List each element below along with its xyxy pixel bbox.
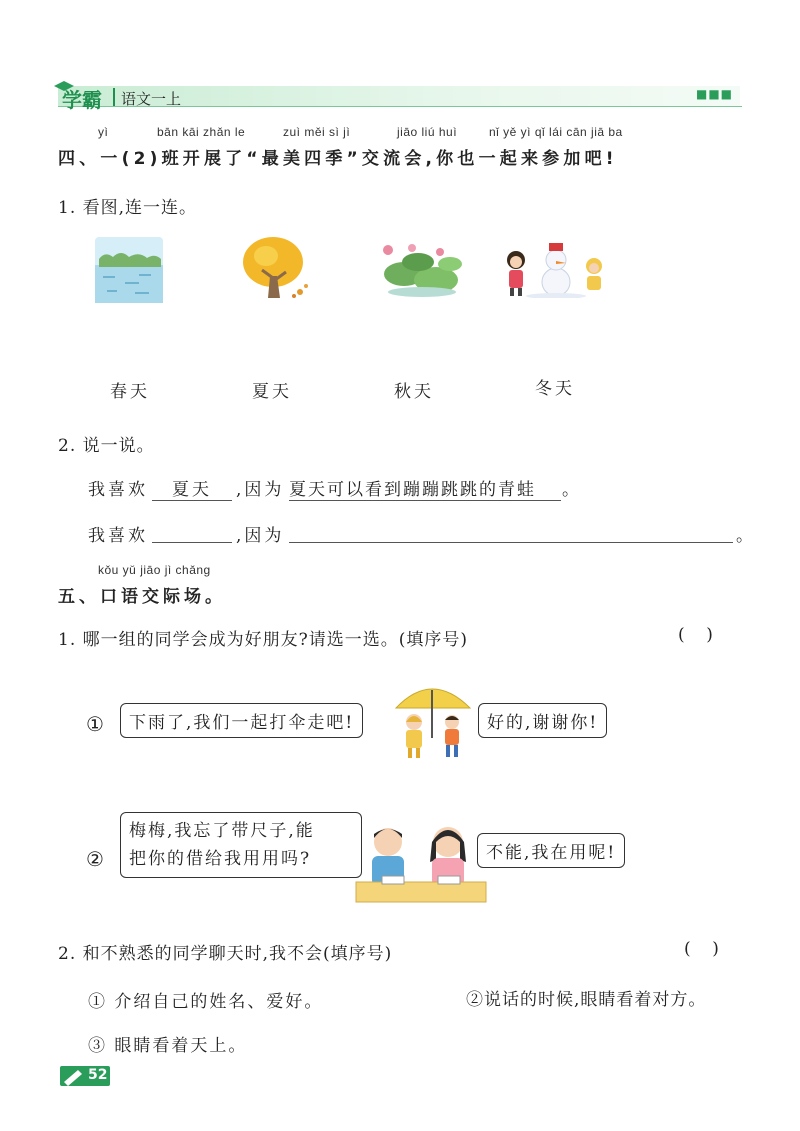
option1-left-bubble: 下雨了,我们一起打伞走吧!	[120, 703, 363, 738]
example-blank: 夏天	[152, 475, 232, 501]
season-spring: 春天	[110, 382, 150, 402]
option2-illustration	[352, 812, 490, 908]
option2-left-line2: 把你的借给我用用吗?	[129, 849, 312, 869]
picture-lake-scene	[95, 237, 163, 303]
header-separator	[113, 88, 115, 106]
brand-title: 学霸	[62, 88, 102, 112]
option1-number: ①	[86, 712, 104, 736]
q2-label: 2. 说一说。	[58, 436, 155, 456]
example-reason: 夏天可以看到蹦蹦跳跳的青蛙	[289, 475, 561, 501]
prompt-reason-blank[interactable]	[289, 521, 733, 543]
prompt-prefix: 我喜欢	[88, 526, 148, 546]
picture-snowman-scene	[500, 238, 608, 298]
prompt-middle: ,因为	[236, 526, 285, 546]
section4-title: 四、一(2)班开展了“最美四季”交流会,你也一起来参加吧!	[58, 149, 618, 169]
s5-q1-label: 1. 哪一组的同学会成为好朋友?请选一选。(填序号)	[58, 630, 469, 650]
s5-q1-answer-paren[interactable]: ( )	[678, 625, 713, 645]
example-prefix: 我喜欢	[88, 480, 148, 500]
option2-left-line1: 梅梅,我忘了带尺子,能	[129, 821, 315, 841]
pinyin-zui-mei-si-ji: zuì měi sì jì	[283, 125, 351, 139]
s5-q2-label: 2. 和不熟悉的同学聊天时,我不会(填序号)	[58, 944, 393, 964]
option1-right-bubble: 好的,谢谢你!	[478, 703, 607, 738]
season-autumn: 秋天	[394, 382, 434, 402]
picture-lotus-pond	[378, 240, 464, 298]
option2-right-bubble: 不能,我在用呢!	[477, 833, 625, 868]
option2-number: ②	[86, 847, 104, 871]
season-summer: 夏天	[252, 382, 292, 402]
q1-label: 1. 看图,连一连。	[58, 198, 198, 218]
s5-q2-option2: ②说话的时候,眼睛看着对方。	[466, 990, 707, 1010]
pinyin-jiao-liu-hui: jiāo liú huì	[397, 125, 458, 139]
pinyin-ni-ye-yi-qi: nǐ yě yì qǐ lái cān jiā ba	[489, 125, 623, 139]
section5-pinyin: kǒu yǔ jiāo jì chǎng	[98, 563, 211, 577]
pinyin-ban-kai-zhan-le: bān kāi zhǎn le	[157, 125, 246, 139]
season-winter: 冬天	[535, 379, 575, 399]
pencil-icon	[60, 1066, 86, 1086]
prompt-end: 。	[736, 526, 753, 546]
page-number: 52	[88, 1067, 108, 1083]
s5-q2-option1: ① 介绍自己的姓名、爱好。	[88, 992, 324, 1012]
pinyin-yi: yì	[98, 125, 109, 139]
s5-q2-answer-paren[interactable]: ( )	[684, 939, 719, 959]
option2-left-bubble	[120, 812, 362, 878]
prompt-season-blank[interactable]	[152, 521, 232, 543]
s5-q2-option3: ③ 眼睛看着天上。	[88, 1036, 248, 1056]
section5-title: 五、口语交际场。	[58, 587, 226, 607]
example-middle: ,因为	[236, 480, 285, 500]
header-dots: ■■■	[696, 87, 734, 101]
example-end: 。	[562, 480, 579, 500]
option1-illustration	[390, 678, 474, 762]
picture-autumn-tree	[240, 236, 316, 302]
subject-label: 语文一上	[121, 90, 182, 108]
